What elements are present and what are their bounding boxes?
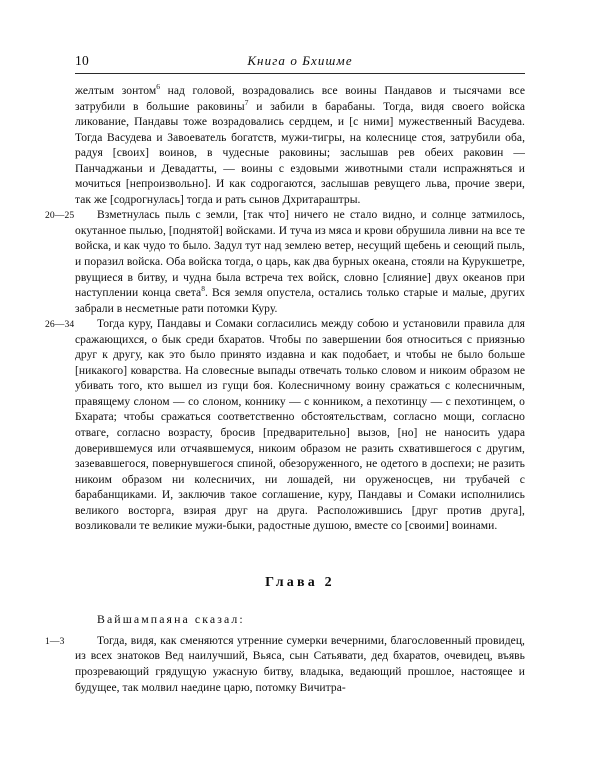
paragraph: 20—25 Взметнулась пыль с земли, [так что] ничего не стало видно, и солнце затмилось, окутанное пылью, [поднятой] войсками. И туча из мяса и крови обрушила ливни на все те войска, и как чудо то было. Задул тут над землею ветер, несущий щебень и сеющий пыль, и поразил войска. Оба войска тогда, о царь, как два бурных океана, стояли на Курукшетре, рвущиеся в битву, и чудна была встреча тех войск, словно [слияние] двух океанов при наступлении конца света$^8$. Вся земля опустела, остались только старые и малые, других забрали в несметные рати потомки Куру. — [75, 208, 525, 317]
text-block — [45, 82, 526, 696]
body-paragraphs — [45, 82, 526, 535]
paragraph: желтым зонтом$^6$ над головой, возрадовались все воины Пандавов и тысячами все затрубили в большие раковины$^7$ и забили в барабаны. Тогда, видя своего войска ликование, Пандавы тоже возрадовались сердцем, и [с ними] мужественный Васудева. Тогда Васудева и Завоеватель богатств, мужи-тигры, на колеснице стоя, затрубили оба, радуя [своих] воинов, в чудесные раковины; заслышав рев обеих раковин — Панчаджаньи и Девадатты, — воины с ездовыми животными стали испражняться и мочиться [непроизвольно]. И как содрогаются, заслышав ревущего льва, прочие звери, так же [содрогнулась] тогда и рать сынов Дхритараштры. — [75, 82, 526, 206]
body-paragraphs-after — [45, 634, 525, 696]
verse-range-note: 20—25 — [45, 210, 75, 222]
header-rule — [75, 73, 525, 74]
chapter-heading: Глава 2 — [265, 574, 335, 590]
verse-range-note: 26—34 — [45, 319, 75, 331]
paragraph: 1—3 Тогда, видя, как сменяются утренние сумерки вечерними, благословенный провидец, из всех знатоков Вед наилучший, Вьяса, сын Сатьявати, дед бхаратов, очевидец, въявь прозревающий грядущую ужасную битву, владыка, ведающий прошлое, настоящее и будущее, так молвил наедине царю, потомку Вичитра- — [75, 634, 525, 696]
spacer-before-chapter — [75, 535, 525, 573]
page-number: 10 — [75, 53, 89, 68]
footnote-marker[interactable]: 8 — [201, 284, 205, 294]
speaker-line: Вайшампаяна сказал: — [97, 611, 245, 626]
spacer-after-speaker — [75, 627, 525, 634]
spacer-after-chapter — [75, 593, 525, 611]
paragraph: 26—34 Тогда куру, Пандавы и Сомаки согласились между собою и установили правила для сражающихся, о бык среди бхаратов. Чтобы по завершении боя относиться с приязнью друг к другу, как это было принято издавна и как подобает, и чтобы не было больше [никакого] коварства. На словесные выпады отвечать только словом и никоим образом не убивать того, кто вышел из гущи боя. Колесничному воину сражаться с колесничным, правящему слоном — со слоном, коннику — с конником, а пехотинцу — с пехотинцем, о Бхарата; чтобы сражаться соответственно обстоятельствам, согласно мощи, согласно отваге, согласно возрасту, бросив [предварительно] вызов, [но] не наносить удара доверившемуся или отчаявшемуся, никоим образом не разить схватившегося с другим, зазевавшегося, повернувшегося спиной, обезоруженного, не одетого в доспехи; не разить никоим образом ни колесничих, ни лошадей, ни оруженосцев, ни трубачей с барабанщиками. И, заключив такое соглашение, куру, Пандавы и Сомаки исполнились великого восторга, взирая друг на друга. Расположившись [друг против друга], возликовали те великие мужи-быки, радостные душою, вместе со [своими] воинами. — [75, 317, 525, 535]
running-head — [75, 52, 525, 74]
footnote-marker[interactable]: 7 — [244, 97, 249, 107]
footnote-marker[interactable]: 6 — [156, 82, 160, 92]
verse-range-note: 1—3 — [45, 635, 65, 647]
running-title: Книга о Бхишме — [247, 53, 353, 68]
